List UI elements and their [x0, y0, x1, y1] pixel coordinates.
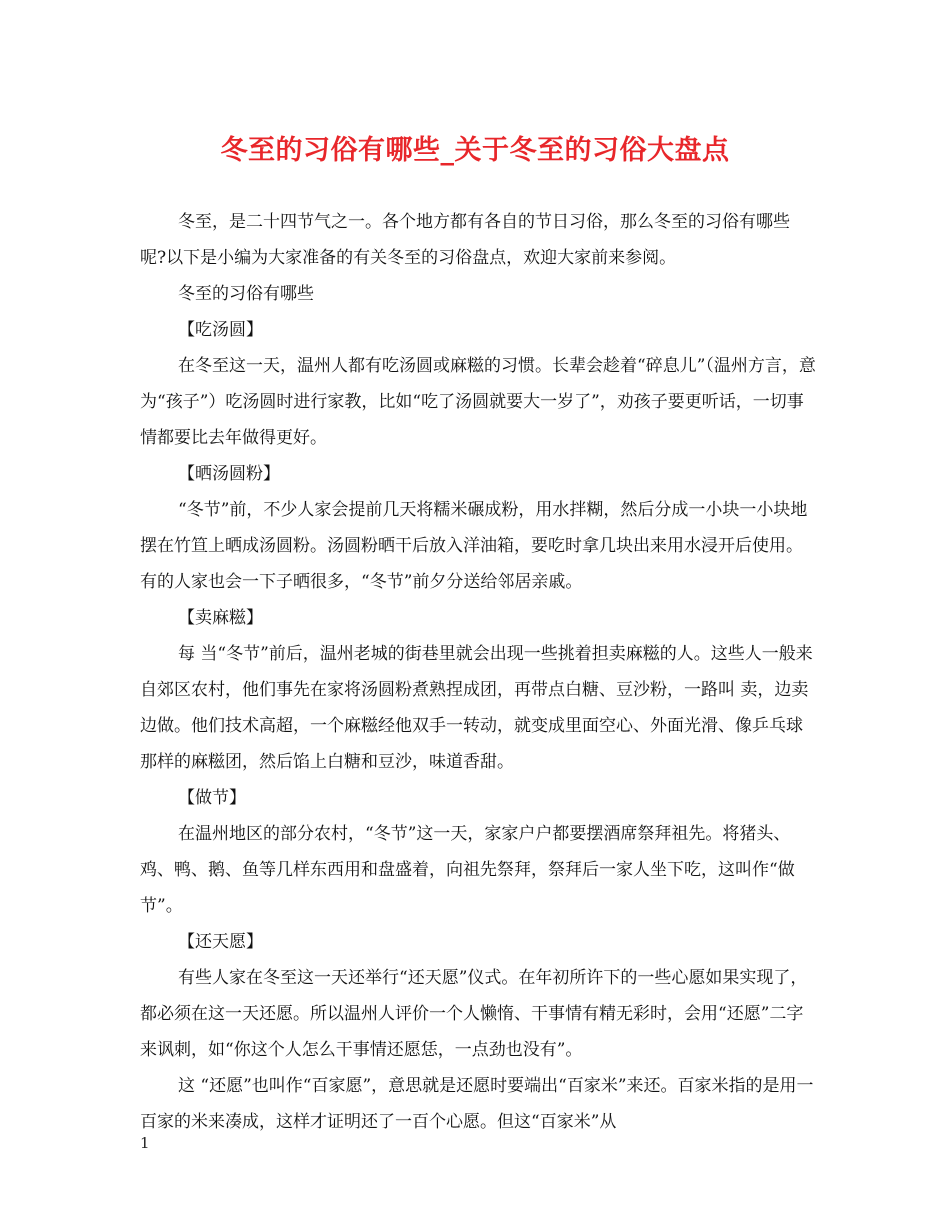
paragraph-huantianyuan: 有些人家在冬至这一天还举行“还天愿”仪式。在年初所许下的一些心愿如果实现了，都必须在这一天还愿。所以温州人评价一个人懒惰、干事情有精无彩时，会用“还愿”二字来讽刺，如“你这个人怎么干事情还愿恁，一点劲也没有”。: [140, 968, 808, 1060]
page-number: 1: [140, 1134, 150, 1152]
document-body: [140, 204, 816, 1140]
paragraph-intro: 冬至，是二十四节气之一。各个地方都有各自的节日习俗，那么冬至的习俗有哪些呢?以下是小编为大家准备的有关冬至的习俗盘点，欢迎大家前来参阅。: [140, 212, 790, 268]
subheading-tangyuan-powder: 【晒汤圆粉】: [178, 464, 280, 484]
paragraph-tangyuan: 在冬至这一天，温州人都有吃汤圆或麻糍的习惯。长辈会趁着“碎息儿”（温州方言，意为“孩子”）吃汤圆时进行家教，比如“吃了汤圆就要大一岁了”，劝孩子要更听话，一切事情都要比去年做得更好。: [140, 356, 816, 448]
subheading-huantianyuan: 【还天愿】: [178, 932, 263, 952]
section-heading: 冬至的习俗有哪些: [178, 284, 314, 304]
paragraph-baijiayuan: 这 “还愿”也叫作“百家愿”，意思就是还愿时要端出“百家米”来还。百家米指的是用一百家的米来凑成，这样才证明还了一百个心愿。但这“百家米”从: [140, 1076, 814, 1132]
paragraph-zuojie: 在温州地区的部分农村，“冬节”这一天，家家户户都要摆酒席祭拜祖先。将猪头、鸡、鸭、鹅、鱼等几样东西用和盘盛着，向祖先祭拜，祭拜后一家人坐下吃，这叫作“做节”。: [140, 824, 795, 916]
paragraph-maci: 每 当“冬节”前后，温州老城的街巷里就会出现一些挑着担卖麻糍的人。这些人一般来自郊区农村，他们事先在家将汤圆粉煮熟捏成团，再带点白糖、豆沙粉，一路叫 卖，边卖边做。他们技术高超，一个麻糍经他双手一转动，就变成里面空心、外面光滑、像乒乓球那样的麻糍团，然后馅上白糖和豆沙，味道香甜。: [140, 644, 813, 772]
document-title: 冬至的习俗有哪些_关于冬至的习俗大盘点: [220, 135, 730, 166]
subheading-maci: 【卖麻糍】: [178, 608, 263, 628]
subheading-zuojie: 【做节】: [178, 788, 246, 808]
paragraph-tangyuan-powder: “冬节”前，不少人家会提前几天将糯米碾成粉，用水拌糊，然后分成一小块一小块地摆在竹笪上晒成汤圆粉。汤圆粉晒干后放入洋油箱，要吃时拿几块出来用水浸开后使用。有的人家也会一下子晒很多，“冬节”前夕分送给邻居亲戚。: [140, 500, 808, 592]
subheading-tangyuan: 【吃汤圆】: [178, 320, 263, 340]
